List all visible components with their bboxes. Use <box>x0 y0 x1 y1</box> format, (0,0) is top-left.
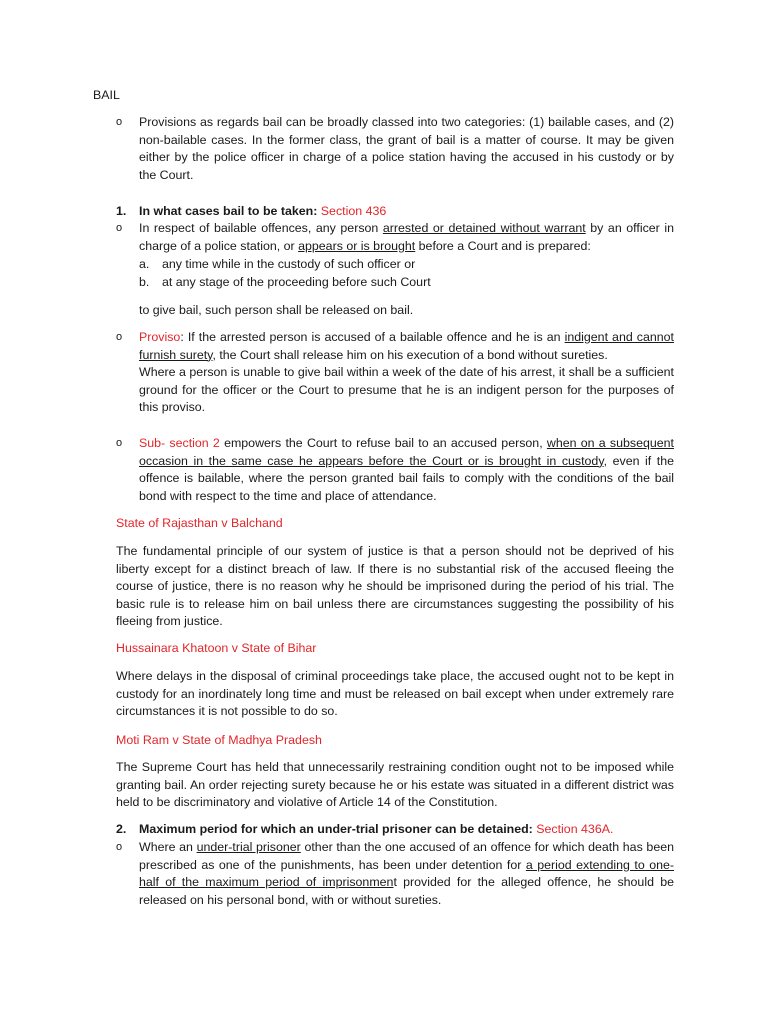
list-label: a. <box>139 257 150 271</box>
list-item <box>139 274 431 292</box>
list-label: b. <box>139 275 150 289</box>
text-segment: Provisions as regards bail can be broadly classed into two categories: (1) bailable cases, and (2) non-bailable cases. In the former class, the grant of bail is a matter of course. It may be given either by the police officer in charge of a police station having the accused in his custody or by the Court. <box>139 115 674 182</box>
intro-paragraph <box>139 114 674 184</box>
case-title: Moti Ram v State of Madhya Pradesh <box>116 733 322 747</box>
case-title: State of Rajasthan v Balchand <box>116 516 283 530</box>
document-title: BAIL <box>93 88 120 102</box>
bullet-icon: o <box>116 437 123 449</box>
case-title: Hussainara Khatoon v State of Bihar <box>116 641 317 655</box>
section1-paragraph <box>139 220 674 255</box>
text-segment: by an officer in charge of a police station, or <box>139 221 674 253</box>
highlighted-text: Proviso <box>139 330 181 344</box>
text-segment: : If the arrested person is accused of a bailable offence and he is an <box>180 330 565 344</box>
section-heading <box>139 203 674 221</box>
highlighted-text: Section 436 <box>320 204 387 218</box>
text-segment: , the Court shall release him on his execution of a bond without sureties. <box>212 347 608 362</box>
case-text: Where delays in the disposal of criminal proceedings take place, the accused ought not to be kept in custody for an inordinately long time and must be released on bail except when under extremely rare circumstances it is not possible to do so. <box>116 669 674 719</box>
list-item <box>139 256 415 274</box>
underlined-text: under-trial prisoner <box>196 840 301 854</box>
section2-paragraph <box>139 839 674 909</box>
bullet-icon: o <box>116 222 123 234</box>
text-segment: Where an <box>139 840 197 854</box>
highlighted-text: Section 436A. <box>536 822 614 836</box>
list-text: any time while in the custody of such officer or <box>162 257 416 271</box>
underlined-text: indigent and cannot furnish surety <box>139 330 674 362</box>
highlighted-text: Sub- section 2 <box>139 436 220 450</box>
text-segment: before a Court and is prepared: <box>415 238 591 253</box>
text-segment: t provided for the alleged offence, he should be released on his personal bond, with or without sureties. <box>139 875 674 907</box>
case-text: The fundamental principle of our system of justice is that a person should not be deprived of his liberty except for a distinct breach of law. If there is no substantial risk of the accused fleeing the course of justice, there is no reason why he should be imprisoned during the period of his trial. The basic rule is to release him on bail unless there are circumstances suggesting the possibility of his fleeing from justice. <box>116 544 674 629</box>
bullet-icon: o <box>116 116 123 128</box>
proviso-text <box>139 329 674 364</box>
list-text: at any stage of the proceeding before such Court <box>162 275 431 289</box>
bullet-icon: o <box>116 331 123 343</box>
proviso-explanation: Where a person is unable to give bail within a week of the date of his arrest, it shall be a sufficient ground for the officer or the Court to presume that he is an indigent person for the purposes of this proviso. <box>139 365 674 415</box>
subsection-paragraph <box>139 435 674 505</box>
text-segment: other than the one accused of an offence for which death has been prescribed as one of the punishments, has been under detention for <box>139 840 674 872</box>
underlined-text: appears or is brought <box>298 238 416 253</box>
bullet-icon: o <box>116 841 123 853</box>
proviso-paragraph <box>139 329 674 417</box>
text-segment: empowers the Court to refuse bail to an accused person, <box>219 436 547 450</box>
underlined-text: when on a subsequent occasion in the same case he appears before the Court or is brought in custody <box>139 436 674 468</box>
text-segment: In what cases bail to be taken: <box>139 204 321 218</box>
underlined-text: arrested or detained without warrant <box>382 221 586 235</box>
text-segment: Maximum period for which an under-trial prisoner can be detained: <box>139 822 537 836</box>
text-segment: In respect of bailable offences, any person <box>139 221 383 235</box>
section-number: 2. <box>116 822 127 836</box>
case-text: The Supreme Court has held that unnecessarily restraining condition ought not to be imposed while granting bail. An order rejecting surety because he or his estate was situated in a different district was held to be discriminatory and violative of Article 14 of the Constitution. <box>116 760 674 810</box>
section-heading <box>139 821 699 839</box>
conclusion-text: to give bail, such person shall be released on bail. <box>139 303 414 317</box>
text-segment: , even if the offence is bailable, where the person granted bail fails to comply with the conditions of the bail bond with respect to the time and place of attendance. <box>139 453 674 503</box>
section-number: 1. <box>116 204 127 218</box>
underlined-text: a period extending to one-half of the maximum period of imprisonmen <box>139 857 674 890</box>
